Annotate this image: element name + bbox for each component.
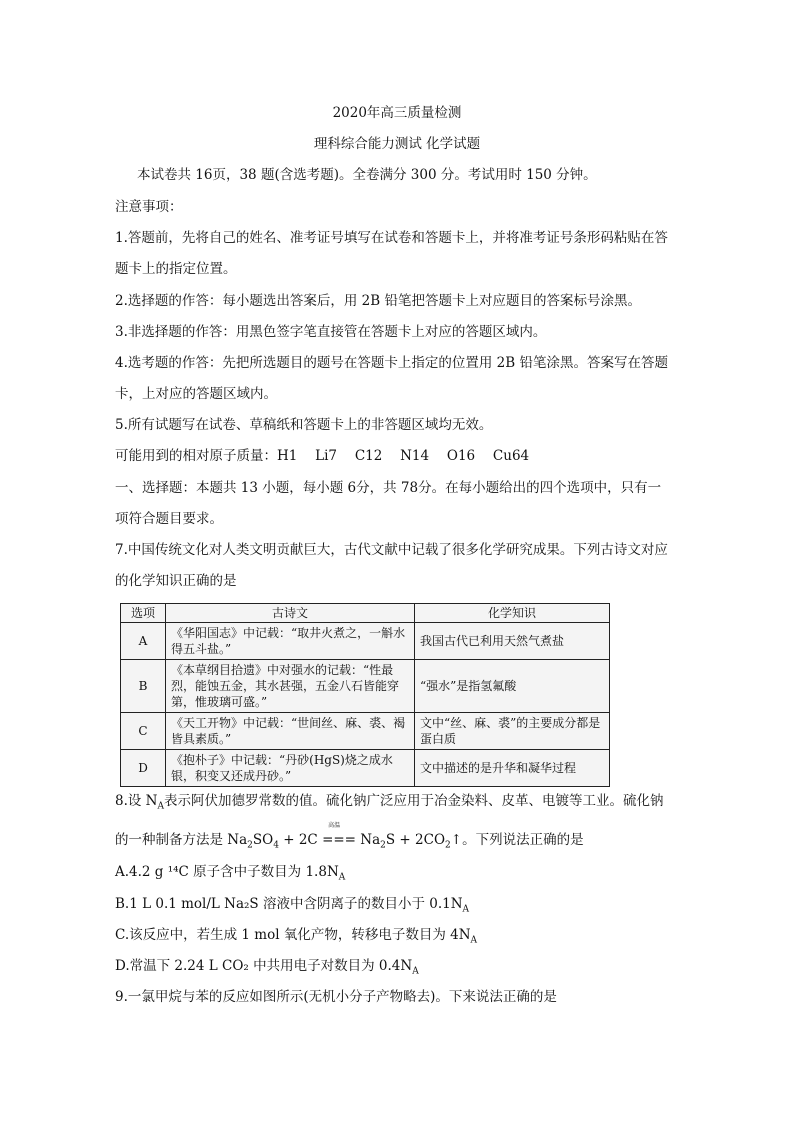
header-poem: 古诗文 — [166, 604, 415, 623]
poem-cell: 《抱朴子》中记载：“丹砂(HgS)烧之成水银，积变又还成丹砂。” — [166, 750, 415, 787]
header-knowledge: 化学知识 — [415, 604, 610, 623]
option-label: B — [121, 660, 166, 713]
knowledge-cell: 文中“丝、麻、裘”的主要成分都是蛋白质 — [415, 713, 610, 750]
question-7-line-2: 的化学知识正确的是 — [115, 573, 237, 589]
option-label: D — [121, 750, 166, 787]
table-row — [121, 750, 610, 787]
question-8-line-1: 8.设 $N_A$表示阿伏加德罗常数的值。硫化钠广泛应用于冶金染料、皮革、电镀等工业。硫化钠 — [115, 793, 664, 812]
notice-item-5: 5.所有试题写在试卷、草稿纸和答题卡上的非答题区域均无效。 — [115, 417, 493, 433]
question-7-line-1: 7.中国传统文化对人类文明贡献巨大，古代文献中记载了很多化学研究成果。下列古诗文对应 — [115, 542, 668, 558]
intro-text: 本试卷共 16页，38 题(含选考题)。全卷满分 300 分。考试用时 150 分钟。 — [137, 167, 597, 183]
notice-item-3: 3.非选择题的作答：用黑色签字笔直接管在答题卡上对应的答题区域内。 — [115, 324, 547, 340]
table-row — [121, 623, 610, 660]
question-9-line-1: 9.一氯甲烷与苯的反应如图所示(无机小分子产物略去)。下来说法正确的是 — [115, 989, 557, 1005]
notice-item-1-line-2: 题卡上的指定位置。 — [115, 261, 237, 277]
notice-heading: 注意事项： — [115, 199, 183, 215]
question-8-option-a: A.4.2 g ¹⁴C 原子含中子数目为 $1.8N_A$ — [115, 864, 346, 883]
poem-cell: 《本草纲目拾遗》中对强水的记载：“性最烈，能蚀五金，其水甚强，五金八石皆能穿第，惟玻璃可盛。” — [166, 660, 415, 713]
table-header-row — [121, 604, 610, 623]
question-8-option-d: D.常温下 2.24 L CO₂ 中共用电子对数目为 $0.4N_A$ — [115, 958, 419, 977]
question-8-option-c: C.该反应中，若生成 1 mol 氧化产物，转移电子数目为 $4N_A$ — [115, 927, 478, 946]
page-title: 2020年高三质量检测 — [332, 105, 462, 121]
notice-item-4-line-1: 4.选考题的作答：先把所选题目的题号在答题卡上指定的位置用 2B 铅笔涂黑。答案写在答题 — [115, 355, 668, 371]
table-row — [121, 660, 610, 713]
knowledge-cell: 我国古代已利用天然气煮盐 — [415, 623, 610, 660]
notice-item-1-line-1: 1.答题前，先将自己的姓名、准考证号填写在试卷和答题卡上，并将准考证号条形码粘贴在答 — [115, 230, 668, 246]
section-1-line-1: 一、选择题：本题共 13 小题，每小题 6分，共 78分。在每小题给出的四个选项中，只有一 — [115, 480, 662, 496]
arrow-condition-label: 高温 — [328, 822, 341, 829]
notice-item-4-line-2: 卡，上对应的答题区域内。 — [115, 386, 277, 402]
notice-item-2: 2.选择题的作答：每小题选出答案后，用 2B 铅笔把答题卡上对应题目的答案标号涂黑。 — [115, 293, 641, 309]
question-8-line-2: 的一种制备方法是 $Na_2SO_4 + 2C$ 高温 === $Na_2S$ + $2CO_2↑$。下列说法正确的是 — [115, 822, 584, 851]
question-7-table — [120, 603, 610, 787]
option-label: C — [121, 713, 166, 750]
table-row — [121, 713, 610, 750]
poem-cell: 《华阳国志》中记载：“取井火煮之，一斛水得五斗盐。” — [166, 623, 415, 660]
poem-cell: 《天工开物》中记载：“世间丝、麻、裘、褐皆具素质。” — [166, 713, 415, 750]
header-option: 选项 — [121, 604, 166, 623]
atomic-masses: 可能用到的相对原子质量：H1 Li7 C12 N14 O16 Cu64 — [115, 448, 530, 464]
question-8-option-b: B.1 L 0.1 mol/L Na₂S 溶液中含阴离子的数目小于 $0.1N_A$ — [115, 896, 470, 915]
option-label: A — [121, 623, 166, 660]
knowledge-cell: 文中描述的是升华和凝华过程 — [415, 750, 610, 787]
knowledge-cell: “强水”是指氢氟酸 — [415, 660, 610, 713]
section-1-line-2: 项符合题目要求。 — [115, 511, 223, 527]
page-subtitle: 理科综合能力测试 化学试题 — [313, 136, 481, 152]
